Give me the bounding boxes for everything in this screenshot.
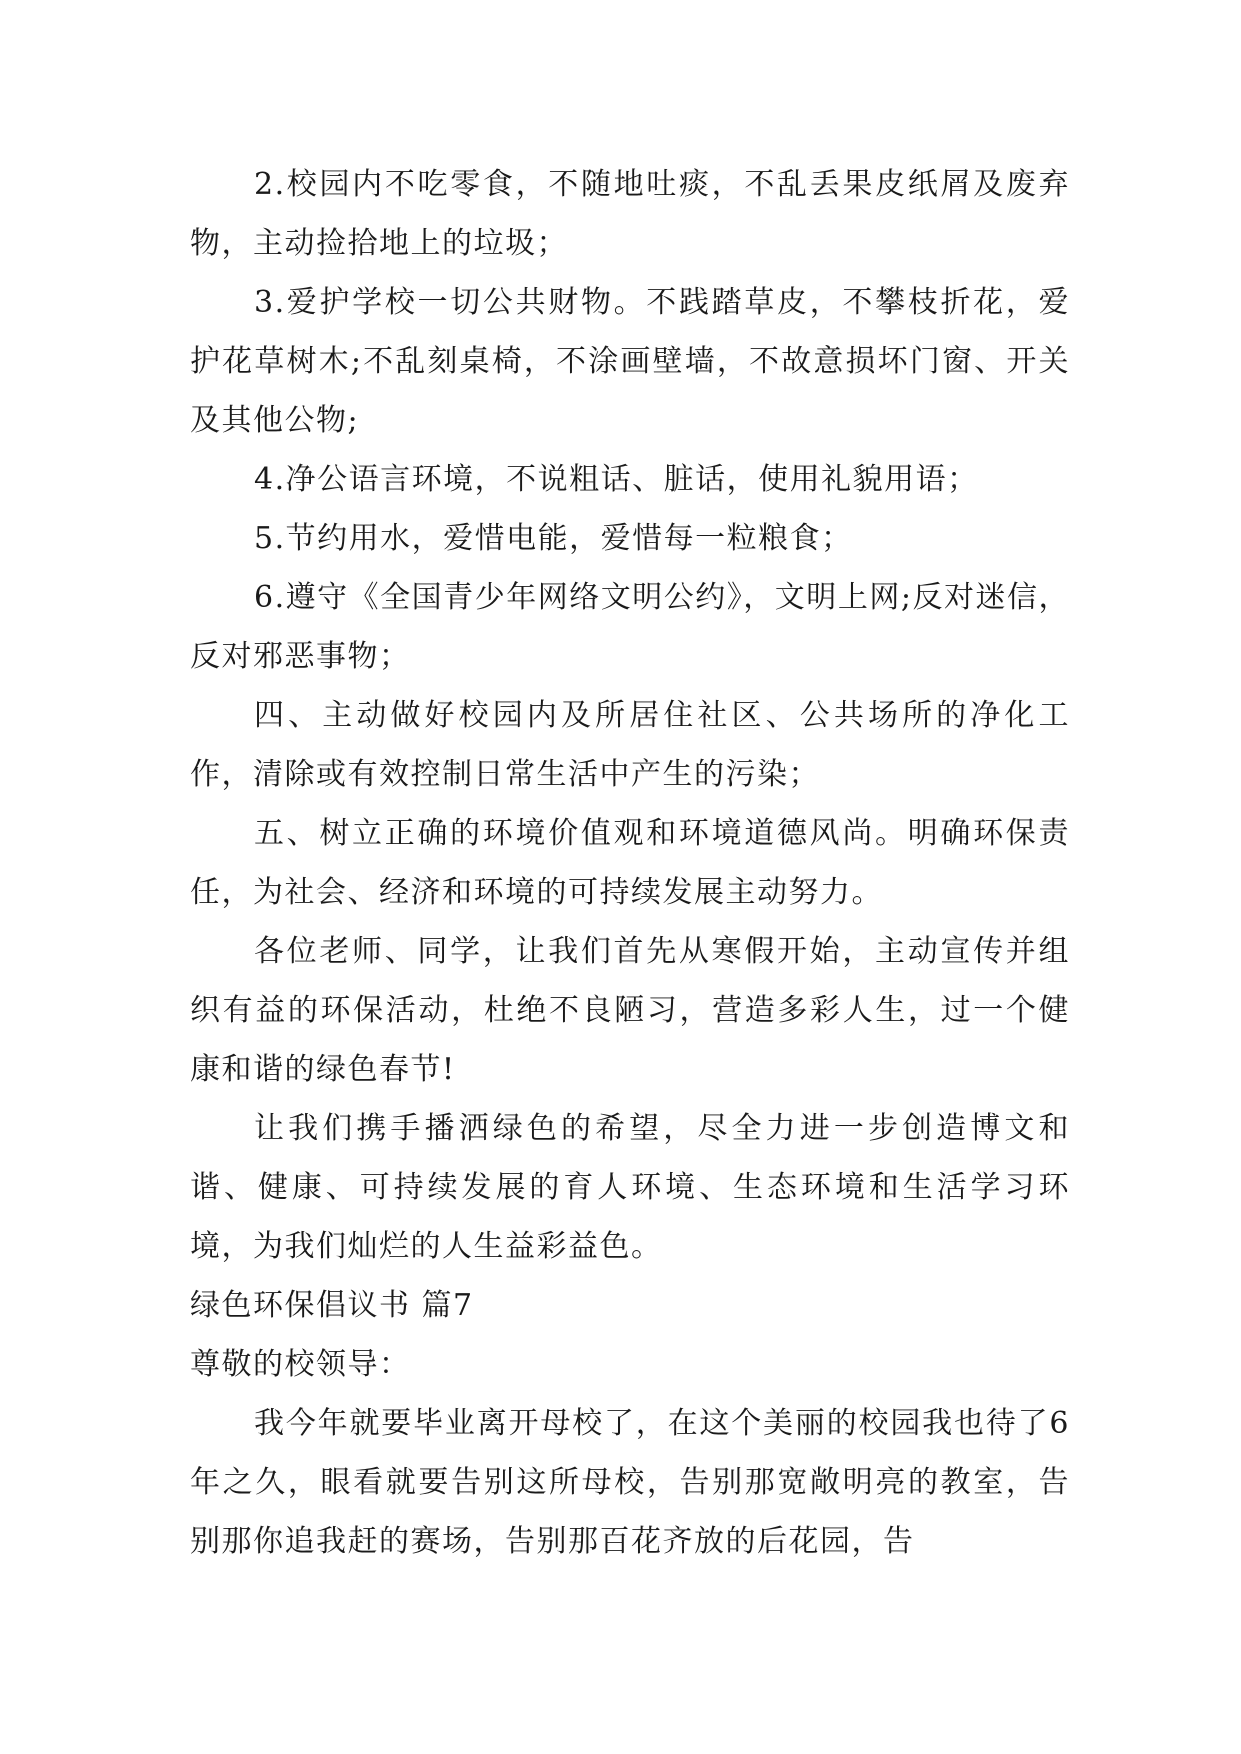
salutation: 尊敬的校领导： bbox=[190, 1347, 411, 1382]
document-body bbox=[190, 155, 1070, 1571]
section-heading: 绿色环保倡议书 篇7 bbox=[190, 1288, 474, 1323]
paragraph-section-4: 四、主动做好校园内及所居住社区、公共场所的净化工作，清除或有效控制日常生活中产生的污染； bbox=[190, 698, 1070, 792]
paragraph-rule-6: 6.遵守《全国青少年网络文明公约》，文明上网;反对迷信，反对邪恶事物； bbox=[190, 580, 1070, 674]
paragraph-section-5: 五、树立正确的环境价值观和环境道德风尚。明确环保责任，为社会、经济和环境的可持续发展主动努力。 bbox=[190, 816, 1070, 910]
paragraph-rule-5: 5.节约用水，爱惜电能，爱惜每一粒粮食； bbox=[254, 521, 853, 556]
paragraph-closing: 让我们携手播洒绿色的希望，尽全力进一步创造博文和谐、健康、可持续发展的育人环境、生态环境和生活学习环境，为我们灿烂的人生益彩益色。 bbox=[190, 1111, 1070, 1264]
paragraph-rule-2: 2.校园内不吃零食，不随地吐痰，不乱丢果皮纸屑及废弃物，主动捡拾地上的垃圾； bbox=[190, 167, 1070, 261]
paragraph-rule-4: 4.净公语言环境，不说粗话、脏话，使用礼貌用语； bbox=[254, 462, 979, 497]
paragraph-rule-3: 3.爱护学校一切公共财物。不践踏草皮，不攀枝折花，爱护花草树木;不乱刻桌椅，不涂画壁墙，不故意损坏门窗、开关及其他公物; bbox=[190, 285, 1070, 438]
paragraph-appeal: 各位老师、同学，让我们首先从寒假开始，主动宣传并组织有益的环保活动，杜绝不良陋习，营造多彩人生，过一个健康和谐的绿色春节! bbox=[190, 934, 1070, 1087]
paragraph-letter-body: 我今年就要毕业离开母校了，在这个美丽的校园我也待了6年之久，眼看就要告别这所母校，告别那宽敞明亮的教室，告别那你追我赶的赛场，告别那百花齐放的后花园，告 bbox=[190, 1406, 1070, 1559]
